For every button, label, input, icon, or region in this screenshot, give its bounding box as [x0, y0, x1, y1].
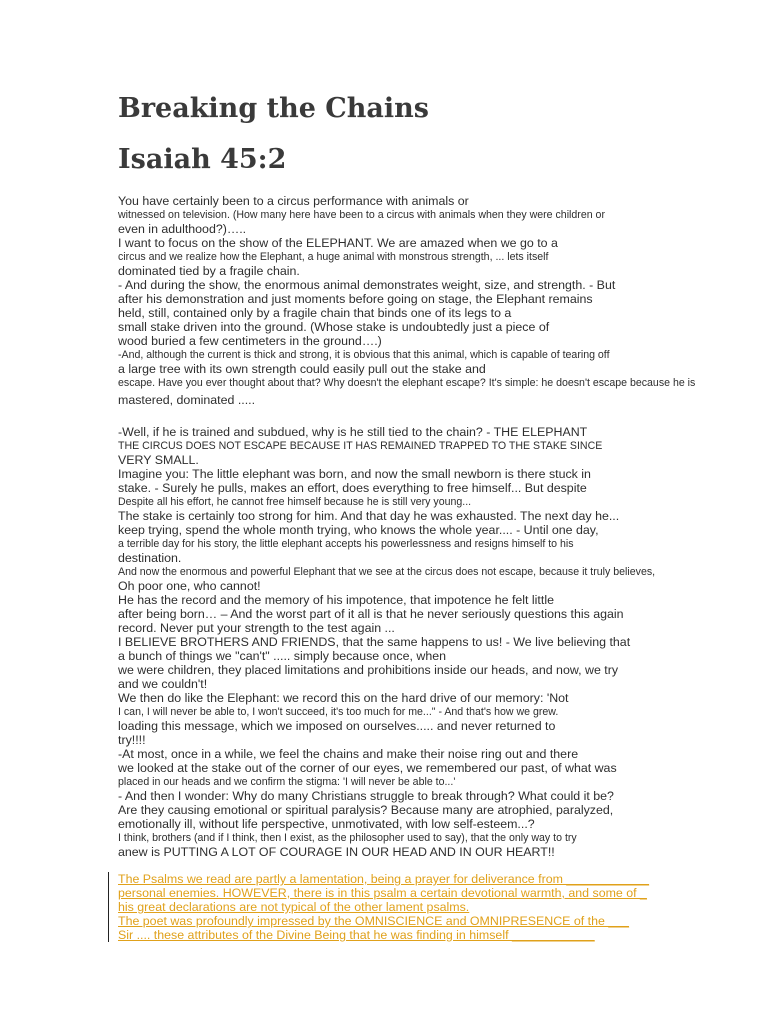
body-line: I can, I will never be able to, I won't succeed, it's too much for me..." - And that's how we grew.	[118, 706, 559, 718]
body-line: And now the enormous and powerful Elephant that we see at the circus does not escape, because it truly believes,	[118, 566, 656, 578]
body-line: even in adulthood?)…..	[118, 222, 247, 236]
body-line: dominated tied by a fragile chain.	[118, 264, 300, 278]
body-line: record. Never put your strength to the test again ...	[118, 621, 395, 635]
highlighted-notes	[108, 872, 658, 942]
body-line: emotionally ill, without life perspective, unmotivated, with low self-esteem...?	[118, 817, 535, 831]
body-line: anew is PUTTING A LOT OF COURAGE IN OUR HEAD AND IN OUR HEART!!	[118, 845, 555, 859]
body-line: Are they causing emotional or spiritual paralysis? Because many are atrophied, paralyzed,	[118, 803, 614, 817]
body-line: wood buried a few centimeters in the ground….)	[118, 334, 382, 348]
body-line: -At most, once in a while, we feel the chains and make their noise ring out and there	[118, 747, 579, 761]
body-line: escape. Have you ever thought about that? Why doesn't the elephant escape? It's simple: he doesn't escape because he is	[118, 377, 696, 389]
document-title: Breaking the Chains	[118, 93, 429, 124]
body-line: THE CIRCUS DOES NOT ESCAPE BECAUSE IT HAS REMAINED TRAPPED TO THE STAKE SINCE	[118, 440, 603, 452]
body-line	[118, 407, 678, 421]
body-line: small stake driven into the ground. (Whose stake is undoubtedly just a piece of	[118, 320, 550, 334]
body-line: Despite all his effort, he cannot free himself because he is still very young...	[118, 496, 472, 508]
body-line: VERY SMALL.	[118, 453, 199, 467]
body-line: a large tree with its own strength could easily pull out the stake and	[118, 362, 486, 376]
body-line: The stake is certainly too strong for him. And that day he was exhausted. The next day he...	[118, 509, 620, 523]
body-line: circus and we realize how the Elephant, a huge animal with monstrous strength, ... lets itself	[118, 251, 549, 263]
body-line: a bunch of things we "can't" ..... simply because once, when	[118, 649, 446, 663]
body-line: placed in our heads and we confirm the stigma: 'I will never be able to...'	[118, 776, 456, 788]
body-line: a terrible day for his story, the little elephant accepts his powerlessness and resigns himself to his	[118, 538, 574, 550]
body-line: keep trying, spend the whole month trying, who knows the whole year.... - Until one day,	[118, 523, 599, 537]
body-line: try!!!!	[118, 733, 146, 747]
body-line: I think, brothers (and if I think, then I exist, as the philosopher used to say), that the only way to try	[118, 832, 577, 844]
body-line: we looked at the stake out of the corner of our eyes, we remembered our past, of what was	[118, 761, 617, 775]
body-line: and we couldn't!	[118, 677, 208, 691]
highlight-line: Sir .... these attributes of the Divine Being that he was finding in himself ____________	[118, 928, 595, 942]
body-line: witnessed on television. (How many here have been to a circus with animals when they were children or	[118, 209, 605, 221]
body-line: -And, although the current is thick and strong, it is obvious that this animal, which is capable of tearing off	[118, 349, 610, 361]
body-line: I want to focus on the show of the ELEPHANT. We are amazed when we go to a	[118, 236, 558, 250]
highlight-line: personal enemies. HOWEVER, there is in this psalm a certain devotional warmth, and some of _	[118, 886, 647, 900]
body-line: held, still, contained only by a fragile chain that binds one of its legs to a	[118, 306, 512, 320]
body-line: after being born… – And the worst part of it all is that he never seriously questions this again	[118, 607, 624, 621]
body-line: we were children, they placed limitations and prohibitions inside our heads, and now, we try	[118, 663, 619, 677]
highlight-line: The Psalms we read are partly a lamentation, being a prayer for deliverance from ____________	[118, 872, 650, 886]
body-line: -Well, if he is trained and subdued, why is he still tied to the chain? - THE ELEPHANT	[118, 425, 588, 439]
sermon-body	[118, 194, 696, 859]
body-line: - And during the show, the enormous animal demonstrates weight, size, and strength. - But	[118, 278, 616, 292]
body-line: destination.	[118, 551, 182, 565]
highlight-line: The poet was profoundly impressed by the OMNISCIENCE and OMNIPRESENCE of the ___	[118, 914, 629, 928]
scripture-reference: Isaiah 45:2	[118, 144, 287, 175]
body-line: loading this message, which we imposed on ourselves..... and never returned to	[118, 719, 556, 733]
body-line: I BELIEVE BROTHERS AND FRIENDS, that the same happens to us! - We live believing that	[118, 635, 631, 649]
body-line: He has the record and the memory of his impotence, that impotence he felt little	[118, 593, 554, 607]
body-line: You have certainly been to a circus performance with animals or	[118, 194, 469, 208]
body-line: Imagine you: The little elephant was born, and now the small newborn is there stuck in	[118, 467, 591, 481]
highlight-line: his great declarations are not typical of the other lament psalms.	[118, 900, 470, 914]
body-line: - And then I wonder: Why do many Christians struggle to break through? What could it be?	[118, 789, 614, 803]
body-line: after his demonstration and just moments before going on stage, the Elephant remains	[118, 292, 593, 306]
body-line: mastered, dominated .....	[118, 393, 256, 407]
body-line: Oh poor one, who cannot!	[118, 579, 261, 593]
body-line: We then do like the Elephant: we record this on the hard drive of our memory: 'Not	[118, 691, 569, 705]
body-line: stake. - Surely he pulls, makes an effort, does everything to free himself... But despite	[118, 481, 587, 495]
